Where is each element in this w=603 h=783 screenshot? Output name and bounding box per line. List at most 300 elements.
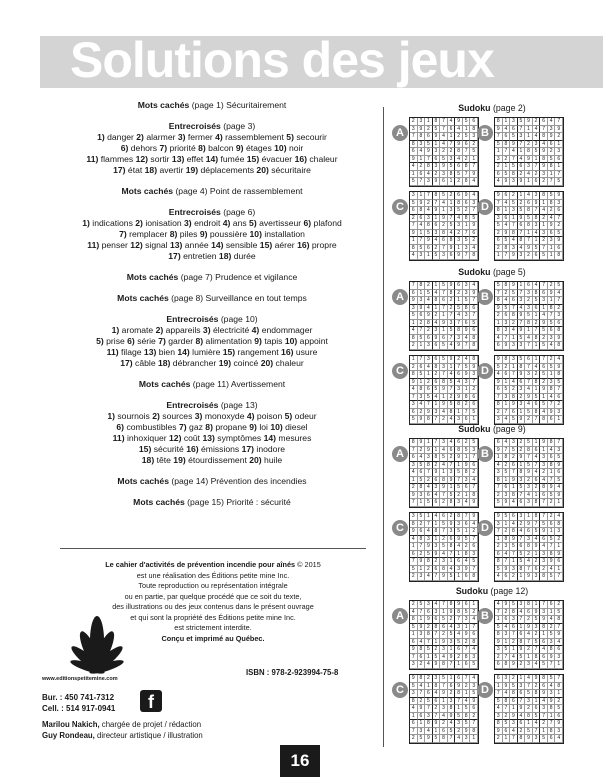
solution-section (52, 293, 372, 304)
sudoku-cell: 3 (418, 297, 426, 305)
sudoku-cell: 5 (418, 601, 426, 609)
sudoku-cell: 6 (410, 409, 418, 417)
sudoku-cell: 5 (510, 601, 518, 609)
sudoku-cell: 5 (425, 698, 433, 706)
sudoku-cell: 6 (503, 371, 511, 379)
sudoku-cell: 2 (540, 237, 548, 245)
sudoku-cell: 2 (470, 469, 478, 477)
sudoku-cell: 9 (525, 735, 533, 743)
sudoku-cell: 5 (510, 200, 518, 208)
sudoku-cell: 7 (510, 156, 518, 164)
sudoku-cell: 6 (470, 631, 478, 639)
sudoku-cell: 6 (455, 282, 463, 290)
sudoku-cell: 6 (540, 290, 548, 298)
sudoku-section-title: Sudoku (page 2) (458, 103, 526, 113)
sudoku-cell: 8 (518, 237, 526, 245)
sudoku-cell: 9 (518, 178, 526, 186)
sudoku-cell: 4 (448, 566, 456, 574)
sudoku-cell: 7 (525, 639, 533, 647)
sudoku-cell: 9 (455, 454, 463, 462)
sudoku-cell: 8 (495, 207, 503, 215)
sudoku-cell: 2 (425, 379, 433, 387)
sudoku-cell: 2 (525, 646, 533, 654)
sudoku-cell: 9 (425, 312, 433, 320)
solution-line: 11) flammes 12) sortir 13) effet 14) fumée 15) évacuer 16) chaleur (86, 154, 338, 164)
sudoku-cell: 3 (525, 499, 533, 507)
sudoku-cell: 1 (463, 126, 471, 134)
sudoku-cell: 3 (418, 394, 426, 402)
sudoku-cell: 4 (533, 364, 541, 372)
sudoku-cell: 5 (440, 521, 448, 529)
sudoku-cell: 6 (540, 364, 548, 372)
sudoku-cell: 5 (555, 705, 563, 713)
sudoku-cell: 7 (463, 409, 471, 417)
sudoku-cell: 2 (525, 551, 533, 559)
credit-line: ou en partie, par quelque procédé que ce soit du texte, (124, 591, 302, 601)
sudoku-cell: 1 (540, 447, 548, 455)
sudoku-cell: 3 (433, 230, 441, 238)
solution-line: Mots cachés (page 4) Point de rassemblement (121, 186, 303, 196)
sudoku-cell: 4 (440, 713, 448, 721)
sudoku-cell: 4 (548, 616, 556, 624)
sudoku-cell: 9 (555, 335, 563, 343)
sudoku-cell: 8 (503, 282, 511, 290)
sudoku-cell: 8 (548, 646, 556, 654)
sudoku-cell: 5 (533, 713, 541, 721)
sudoku-cell: 1 (418, 290, 426, 298)
sudoku-cell: 6 (510, 297, 518, 305)
sudoku-cell: 2 (533, 118, 541, 126)
sudoku-cell: 3 (555, 528, 563, 536)
solution-line: Entrecroisés (page 10) (166, 314, 258, 324)
sudoku-cell: 9 (540, 528, 548, 536)
sudoku-cell: 2 (555, 222, 563, 230)
sudoku-cell: 7 (503, 447, 511, 455)
sudoku-cell: 2 (448, 513, 456, 521)
sudoku-cell: 7 (410, 558, 418, 566)
sudoku-cell: 6 (440, 513, 448, 521)
sudoku-cell: 2 (410, 215, 418, 223)
sudoku-cell: 5 (525, 439, 533, 447)
sudoku-cell: 4 (433, 513, 441, 521)
sudoku-cell: 9 (518, 312, 526, 320)
flower-logo-icon (42, 610, 152, 680)
sudoku-cell: 7 (433, 631, 441, 639)
sudoku-label-badge: B (477, 608, 493, 624)
sudoku-cell: 6 (540, 683, 548, 691)
sudoku-cell: 9 (410, 297, 418, 305)
sudoku-cell: 2 (410, 735, 418, 743)
sudoku-cell: 9 (440, 163, 448, 171)
sudoku-cell: 6 (418, 364, 426, 372)
sudoku-cell: 2 (518, 521, 526, 529)
sudoku-cell: 7 (518, 320, 526, 328)
sudoku-cell: 8 (425, 320, 433, 328)
sudoku-cell: 7 (470, 297, 478, 305)
sudoku-cell: 4 (463, 356, 471, 364)
sudoku-cell: 9 (440, 639, 448, 647)
sudoku-cell: 4 (503, 222, 511, 230)
sudoku-cell: 5 (548, 192, 556, 200)
sudoku-cell: 4 (448, 371, 456, 379)
solution-line: Mots cachés (page 15) Priorité : sécurité (133, 497, 291, 507)
sudoku-cell: 3 (510, 566, 518, 574)
sudoku-cell: 7 (425, 469, 433, 477)
sudoku-cell: 4 (533, 469, 541, 477)
sudoku-cell: 7 (518, 230, 526, 238)
sudoku-cell: 6 (503, 133, 511, 141)
sudoku-cell: 3 (555, 728, 563, 736)
sudoku-cell: 1 (410, 171, 418, 179)
sudoku-cell: 7 (455, 320, 463, 328)
sudoku-cell: 6 (418, 215, 426, 223)
sudoku-cell: 7 (410, 447, 418, 455)
sudoku-cell: 9 (463, 566, 471, 574)
sudoku-cell: 6 (433, 698, 441, 706)
sudoku-cell: 3 (470, 683, 478, 691)
sudoku-cell: 8 (533, 290, 541, 298)
sudoku-cell: 3 (448, 469, 456, 477)
sudoku-cell: 4 (540, 477, 548, 485)
sudoku-cell: 7 (455, 698, 463, 706)
sudoku-cell: 3 (533, 141, 541, 149)
sudoku-cell: 1 (518, 462, 526, 470)
sudoku-cell: 4 (555, 513, 563, 521)
sudoku-cell: 8 (425, 631, 433, 639)
sudoku-cell: 6 (495, 342, 503, 350)
sudoku-cell: 5 (463, 118, 471, 126)
sudoku-cell: 3 (518, 133, 526, 141)
sudoku-cell: 2 (410, 484, 418, 492)
sudoku-cell: 5 (418, 462, 426, 470)
sudoku-cell: 9 (440, 320, 448, 328)
sudoku-cell: 8 (495, 297, 503, 305)
sudoku-cell: 7 (555, 215, 563, 223)
sudoku-cell: 3 (555, 312, 563, 320)
sudoku-cell: 4 (540, 646, 548, 654)
sudoku-cell: 7 (495, 484, 503, 492)
sudoku-cell: 5 (555, 609, 563, 617)
sudoku-cell: 1 (540, 394, 548, 402)
solution-section (52, 207, 372, 262)
sudoku-cell: 6 (533, 305, 541, 313)
sudoku-cell: 1 (425, 118, 433, 126)
sudoku-cell: 3 (503, 492, 511, 500)
sudoku-cell: 4 (425, 484, 433, 492)
sudoku-cell: 9 (495, 379, 503, 387)
sudoku-cell: 7 (548, 401, 556, 409)
sudoku-cell: 2 (510, 675, 518, 683)
sudoku-grid (494, 674, 564, 744)
sudoku-cell: 2 (455, 178, 463, 186)
sudoku-cell: 1 (548, 528, 556, 536)
sudoku-cell: 2 (533, 558, 541, 566)
sudoku-cell: 1 (418, 616, 426, 624)
sudoku-cell: 2 (525, 705, 533, 713)
sudoku-cell: 8 (448, 543, 456, 551)
sudoku-cell: 9 (518, 416, 526, 424)
sudoku-cell: 5 (448, 573, 456, 581)
sudoku-cell: 2 (525, 297, 533, 305)
solution-line: 18) tête 19) étourdissement 20) huile (141, 455, 283, 465)
sudoku-cell: 7 (555, 573, 563, 581)
sudoku-cell: 5 (463, 297, 471, 305)
sudoku-cell: 2 (495, 654, 503, 662)
sudoku-cell: 9 (455, 683, 463, 691)
sudoku-cell: 2 (433, 171, 441, 179)
sudoku-cell: 4 (503, 551, 511, 559)
sudoku-cell: 3 (518, 401, 526, 409)
sudoku-cell: 1 (410, 356, 418, 364)
sudoku-cell: 3 (455, 566, 463, 574)
sudoku-cell: 3 (455, 720, 463, 728)
sudoku-label-badge: B (477, 289, 493, 305)
sudoku-cell: 3 (410, 513, 418, 521)
sudoku-cell: 2 (495, 163, 503, 171)
sudoku-cell: 6 (555, 646, 563, 654)
sudoku-cell: 4 (410, 705, 418, 713)
sudoku-cell: 5 (555, 282, 563, 290)
sudoku-cell: 8 (510, 528, 518, 536)
sudoku-cell: 4 (495, 705, 503, 713)
sudoku-cell: 5 (418, 513, 426, 521)
credit-line: Conçu et imprimé au Québec. (161, 633, 265, 643)
sudoku-cell: 8 (418, 484, 426, 492)
sudoku-cell: 6 (525, 528, 533, 536)
sudoku-cell: 6 (418, 713, 426, 721)
sudoku-cell: 4 (503, 297, 511, 305)
sudoku-cell: 3 (455, 222, 463, 230)
sudoku-cell: 3 (525, 661, 533, 669)
sudoku-grid (494, 512, 564, 582)
sudoku-cell: 8 (433, 192, 441, 200)
sudoku-cell: 1 (495, 454, 503, 462)
sudoku-cell: 9 (510, 477, 518, 485)
sudoku-cell: 5 (518, 654, 526, 662)
sudoku-cell: 3 (433, 409, 441, 417)
sudoku-cell: 3 (470, 551, 478, 559)
sudoku-cell: 3 (518, 342, 526, 350)
sudoku-cell: 1 (533, 492, 541, 500)
sudoku-cell: 5 (503, 171, 511, 179)
sudoku-cell: 1 (433, 401, 441, 409)
sudoku-cell: 5 (540, 661, 548, 669)
sudoku-cell: 6 (433, 356, 441, 364)
sudoku-cell: 2 (518, 439, 526, 447)
sudoku-cell: 5 (455, 639, 463, 647)
sudoku-cell: 1 (440, 394, 448, 402)
solution-line: 17) état 18) avertir 19) déplacements 20) sécuritaire (113, 165, 311, 175)
sudoku-cell: 6 (510, 698, 518, 706)
sudoku-cell: 4 (510, 521, 518, 529)
sudoku-cell: 8 (555, 371, 563, 379)
sudoku-cell: 1 (540, 631, 548, 639)
sudoku-cell: 8 (510, 230, 518, 238)
sudoku-cell: 2 (448, 616, 456, 624)
sudoku-cell: 9 (548, 290, 556, 298)
sudoku-cell: 4 (440, 409, 448, 417)
sudoku-cell: 4 (540, 543, 548, 551)
sudoku-cell: 1 (518, 192, 526, 200)
solution-section (52, 497, 372, 508)
sudoku-cell: 8 (440, 230, 448, 238)
sudoku-cell: 8 (463, 394, 471, 402)
sudoku-cell: 1 (525, 230, 533, 238)
sudoku-section-title: Sudoku (page 12) (455, 586, 529, 596)
sudoku-cell: 9 (440, 484, 448, 492)
sudoku-cell: 3 (510, 720, 518, 728)
sudoku-cell: 9 (418, 416, 426, 424)
sudoku-cell: 7 (440, 601, 448, 609)
sudoku-cell: 9 (433, 661, 441, 669)
credit-line: Toute reproduction ou représentation intégrale (138, 581, 288, 590)
sudoku-cell: 8 (540, 133, 548, 141)
sudoku-cell: 2 (418, 551, 426, 559)
sudoku-cell: 8 (455, 690, 463, 698)
sudoku-cell: 4 (470, 192, 478, 200)
sudoku-cell: 2 (455, 654, 463, 662)
sudoku-cell: 1 (463, 528, 471, 536)
sudoku-cell: 1 (495, 148, 503, 156)
sudoku-cell: 9 (433, 551, 441, 559)
sudoku-cell: 1 (433, 282, 441, 290)
sudoku-cell: 7 (433, 439, 441, 447)
sudoku-cell: 1 (540, 200, 548, 208)
sudoku-cell: 8 (425, 163, 433, 171)
sudoku-cell: 1 (455, 462, 463, 470)
sudoku-cell: 1 (418, 566, 426, 574)
sudoku-cell: 5 (533, 616, 541, 624)
sudoku-cell: 5 (510, 447, 518, 455)
sudoku-cell: 6 (510, 513, 518, 521)
sudoku-cell: 4 (425, 573, 433, 581)
sudoku-cell: 6 (510, 409, 518, 417)
sudoku-cell: 4 (470, 282, 478, 290)
sudoku-cell: 4 (433, 320, 441, 328)
sudoku-cell: 2 (410, 601, 418, 609)
facebook-icon[interactable]: f (140, 690, 162, 712)
sudoku-cell: 2 (448, 192, 456, 200)
sudoku-cell: 9 (555, 364, 563, 372)
sudoku-cell: 1 (495, 683, 503, 691)
sudoku-cell: 5 (470, 148, 478, 156)
sudoku-cell: 8 (418, 133, 426, 141)
sudoku-cell: 4 (518, 609, 526, 617)
sudoku-cell: 2 (455, 356, 463, 364)
sudoku-grid (409, 438, 479, 508)
sudoku-cell: 9 (463, 728, 471, 736)
sudoku-cell: 4 (425, 297, 433, 305)
sudoku-cell: 8 (495, 558, 503, 566)
sudoku-cell: 8 (463, 713, 471, 721)
sudoku-cell: 4 (463, 698, 471, 706)
sudoku-cell: 5 (433, 386, 441, 394)
sudoku-cell: 9 (525, 469, 533, 477)
sudoku-cell: 9 (540, 439, 548, 447)
sudoku-cell: 5 (518, 118, 526, 126)
sudoku-cell: 2 (448, 148, 456, 156)
sudoku-cell: 6 (455, 371, 463, 379)
sudoku-cell: 5 (440, 543, 448, 551)
sudoku-cell: 8 (433, 454, 441, 462)
sudoku-cell: 3 (463, 379, 471, 387)
sudoku-cell: 4 (525, 192, 533, 200)
sudoku-cell: 3 (470, 654, 478, 662)
sudoku-cell: 6 (463, 141, 471, 149)
sudoku-cell: 4 (495, 371, 503, 379)
sudoku-cell: 2 (448, 305, 456, 313)
sudoku-label-badge: C (392, 682, 408, 698)
sudoku-cell: 3 (470, 371, 478, 379)
sudoku-grid (494, 117, 564, 187)
sudoku-cell: 7 (518, 616, 526, 624)
sudoku-cell: 8 (470, 252, 478, 260)
sudoku-cell: 1 (503, 521, 511, 529)
sudoku-cell: 1 (455, 551, 463, 559)
sudoku-cell: 9 (410, 675, 418, 683)
sudoku-cell: 2 (470, 386, 478, 394)
sudoku-cell: 5 (540, 342, 548, 350)
sudoku-cell: 4 (470, 477, 478, 485)
sudoku-cell: 4 (425, 364, 433, 372)
sudoku-cell: 5 (540, 521, 548, 529)
sudoku-cell: 6 (410, 639, 418, 647)
sudoku-cell: 5 (503, 237, 511, 245)
sudoku-cell: 2 (555, 401, 563, 409)
sudoku-cell: 1 (503, 401, 511, 409)
sudoku-cell: 8 (470, 126, 478, 134)
sudoku-cell: 6 (503, 215, 511, 223)
sudoku-cell: 3 (495, 646, 503, 654)
sudoku-cell: 6 (410, 720, 418, 728)
sudoku-cell: 6 (418, 312, 426, 320)
page-number: 16 (280, 745, 320, 777)
sudoku-cell: 8 (503, 536, 511, 544)
sudoku-cell: 5 (433, 735, 441, 743)
sudoku-cell: 5 (503, 386, 511, 394)
sudoku-cell: 9 (540, 616, 548, 624)
sudoku-cell: 2 (418, 163, 426, 171)
sudoku-cell: 6 (463, 416, 471, 424)
sudoku-cell: 7 (503, 558, 511, 566)
sudoku-cell: 4 (533, 230, 541, 238)
sudoku-cell: 9 (440, 573, 448, 581)
sudoku-cell: 1 (440, 469, 448, 477)
staff-credits (42, 719, 203, 741)
sudoku-cell: 8 (425, 222, 433, 230)
sudoku-cell: 7 (410, 282, 418, 290)
sudoku-cell: 2 (540, 720, 548, 728)
sudoku-cell: 2 (440, 416, 448, 424)
sudoku-cell: 3 (470, 200, 478, 208)
sudoku-cell: 1 (470, 156, 478, 164)
sudoku-cell: 6 (503, 728, 511, 736)
sudoku-cell: 2 (463, 543, 471, 551)
sudoku-cell: 6 (495, 551, 503, 559)
sudoku-cell: 7 (425, 521, 433, 529)
sudoku-cell: 9 (410, 492, 418, 500)
sudoku-cell: 2 (463, 156, 471, 164)
sudoku-cell: 9 (503, 230, 511, 238)
sudoku-cell: 7 (470, 163, 478, 171)
sudoku-cell: 3 (510, 245, 518, 253)
sudoku-cell: 6 (510, 624, 518, 632)
sudoku-cell: 6 (455, 192, 463, 200)
sudoku-cell: 5 (525, 690, 533, 698)
sudoku-cell: 1 (525, 133, 533, 141)
sudoku-cell: 6 (418, 654, 426, 662)
sudoku-cell: 1 (433, 215, 441, 223)
